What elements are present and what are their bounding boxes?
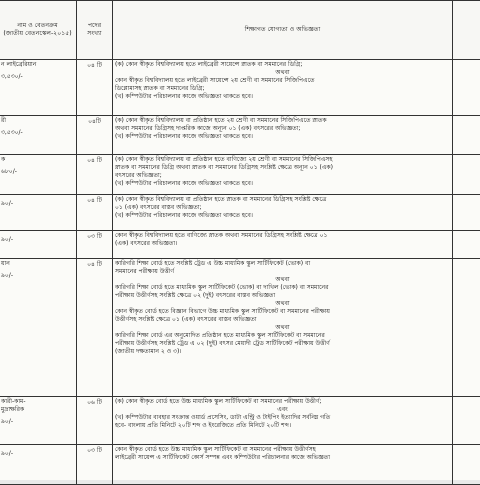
post-name-line: ৩,৫৩০/-	[1, 129, 74, 137]
extra-cell	[453, 231, 480, 259]
qualification-line: (খ) কম্পিউটার ব্যবহার সংক্রান্ত ওয়ার্ড প্রসেসিং, ডাটা এন্ট্রি ও টাইপিং ইত্যাদির সর্বনিম্ন গতি	[115, 414, 450, 422]
post-name-line: ন লাইব্রেরিয়ান	[1, 61, 74, 69]
extra-cell	[453, 259, 480, 397]
table-row	[0, 445, 480, 485]
qualification-cell	[113, 195, 453, 231]
post-name-line: কারী-কাম-	[1, 398, 74, 406]
table-row	[0, 155, 480, 195]
post-name-line: রী	[1, 117, 74, 125]
qualification-line: কোন স্বীকৃত বোর্ড হতে বিজ্ঞান বিভাগে উচ্চ মাধ্যমিক স্কুল সার্টিফিকেট বা সমমানের পরীক্ষায়	[115, 308, 450, 316]
qualification-line: কারিগরি শিক্ষা বোর্ড হতে মাধ্যমিক স্কুল সার্টিফিকেট (ভোক) বা দাখিল (ভোক) বা সমমানের	[115, 284, 450, 292]
qualification-line: এবং	[115, 406, 450, 414]
qualification-line: (খ) কম্পিউটার পরিচালনার কাজে অভিজ্ঞতা থাকতে হবে।	[115, 212, 450, 220]
header-post-count	[77, 1, 113, 60]
header-count-line-1: পদের	[79, 22, 110, 30]
post-count-cell: ০৪টি	[77, 116, 113, 155]
post-name-cell	[0, 397, 77, 445]
qualification-line: (ক) কোন স্বীকৃত বিশ্ববিদ্যালয় হতে লাইব্রেরী সায়েন্সে স্নাতক বা সমমানের ডিগ্রি;	[115, 61, 450, 69]
extra-cell	[453, 445, 480, 485]
post-name-line: মুদ্রাক্ষরিক	[1, 406, 74, 414]
table-row	[0, 116, 480, 155]
qualification-line: স্নাতক বা সমমানের ডিগ্রি অথবা স্নাতক বা সমমানের ডিগ্রিসহ সংশ্লিষ্ট ক্ষেত্রে অন্যূন ০১ (এক)	[115, 164, 450, 172]
qualification-line: হবে- বাংলায় প্রতি মিনিটে ২০টি শব্দ ও ইংরেজিতে প্রতি মিনিটে ২০টি শব্দ।	[115, 422, 450, 430]
qualification-cell	[113, 60, 453, 116]
post-name-cell	[0, 259, 77, 397]
qualification-line: (এক) বৎসরের অভিজ্ঞতা।	[115, 240, 450, 248]
qualification-line: কোন স্বীকৃত বিশ্ববিদ্যালয় হতে বাণিজ্যে স্নাতক অথবা সমমানের ডিগ্রিসহ সংশ্লিষ্ট ক্ষেত্রে ০১	[115, 232, 450, 240]
qualification-line: কারিগরি শিক্ষা বোর্ড হতে সংশ্লিষ্ট ট্রেড এ উচ্চ মাধ্যমিক স্কুল সার্টিফিকেট (ভোক) বা	[115, 260, 450, 268]
post-name-cell	[0, 155, 77, 195]
post-name-line: ৯০/-	[1, 236, 74, 244]
qualification-line: অথবা	[115, 69, 450, 77]
qualification-line: (খ) কম্পিউটার পরিচালনার কাজে অভিজ্ঞতা থাকতে হবে।	[115, 180, 450, 188]
qualification-line: (ক) কোন স্বীকৃত বিশ্ববিদ্যালয় বা প্রতিষ্ঠান হতে বাণিজ্যে ২য় শ্রেণী বা সমমানের সিজিপিএসহ	[115, 156, 450, 164]
extra-cell	[453, 116, 480, 155]
qualification-line: (খ) কম্পিউটার পরিচালনার কাজে অভিজ্ঞতা থাকতে হবে।	[115, 133, 450, 141]
extra-cell	[453, 155, 480, 195]
qualification-line: অথবা সমমানের ডিগ্রিসহ দাপ্তরিক কাজে অন্যূন ০১ (এক) বৎসরের অভিজ্ঞতা;	[115, 125, 450, 133]
post-count-cell: ০৪ টি	[77, 60, 113, 116]
qualification-line: লাইব্রেরী সায়েন্স এ সার্টিফিকেট কোর্স সম্পন্ন এবং কম্পিউটার পরিচালনার কাজে অভিজ্ঞতা	[115, 454, 450, 462]
qualification-line: পরীক্ষায় উত্তীর্ণসহ সংশ্লিষ্ট ক্ষেত্রে ০২ (দুই) বৎসরের বাস্তব অভিজ্ঞতা	[115, 292, 450, 300]
table-header-row	[0, 1, 480, 60]
post-count-cell: ০৬ টি	[77, 397, 113, 445]
qualification-cell	[113, 259, 453, 397]
table-row	[0, 259, 480, 397]
qualification-line: (খ) কম্পিউটার পরিচালনার কাজে অভিজ্ঞতা থাকতে হবে।	[115, 93, 450, 101]
post-name-cell	[0, 60, 77, 116]
header-extra	[453, 1, 480, 60]
post-count-cell: ০৪ টি	[77, 259, 113, 397]
post-name-line: ৬৮০/-	[1, 168, 74, 176]
table-row	[0, 60, 480, 116]
qualification-line: পরীক্ষায় উত্তীর্ণসহ সংশ্লিষ্ট ট্রেড এ ০২ (দুই) বৎসর মেয়াদী ট্রেড সার্টিফিকেট পরীক্ষায় উত্তীর্ণ	[115, 340, 450, 348]
header-count-line-2: সংখ্যা	[79, 30, 110, 38]
qualification-line: (ক) কোন স্বীকৃত বিশ্ববিদ্যালয় বা প্রতিষ্ঠান হতে স্নাতক বা সমমানের ডিগ্রিসহ সংশ্লিষ্ট ক্ষেত্রে	[115, 196, 450, 204]
qualification-cell	[113, 116, 453, 155]
post-name-line: ক	[1, 156, 74, 164]
post-name-cell	[0, 195, 77, 231]
table-row	[0, 397, 480, 445]
post-name-line: ৯০/-	[1, 200, 74, 208]
header-post-line-2: (জাতীয় বেতনস্কেল-২০১৫)	[1, 30, 74, 38]
extra-cell	[453, 60, 480, 116]
extra-cell	[453, 195, 480, 231]
qualification-line: অথবা	[115, 300, 450, 308]
table-row	[0, 195, 480, 231]
qualification-line: (ক) কোন স্বীকৃত বোর্ড হতে উচ্চ মাধ্যমিক স্কুল সার্টিফিকেট বা সমমানের পরীক্ষায় উত্তীর্ণ;	[115, 398, 450, 406]
qualification-line: (ক) কোন স্বীকৃত বিশ্ববিদ্যালয় বা প্রতিষ্ঠান হতে ২য় শ্রেণী বা সমমানের সিজিপিএতে স্নাতক	[115, 117, 450, 125]
qualification-line: কোন স্বীকৃত বোর্ড হতে উচ্চ মাধ্যমিক স্কুল সার্টিফিকেট বা সমমানের পরীক্ষায় উত্তীর্ণসহ	[115, 446, 450, 454]
qualification-line: অথবা	[115, 276, 450, 284]
qualification-line: কারিগরি শিক্ষা বোর্ড এর অনুমোদিত প্রতিষ্ঠান হতে মাধ্যমিক স্কুল সার্টিফিকেট বা সমমানের	[115, 332, 450, 340]
table-row	[0, 231, 480, 259]
qualification-line: ডিপ্লোমাসহ স্নাতক বা সমমানের ডিগ্রি;	[115, 85, 450, 93]
qualification-cell	[113, 155, 453, 195]
post-name-line: য়ান	[1, 260, 74, 268]
post-count-cell: ০৩ টি	[77, 231, 113, 259]
post-count-cell: ০৪ টি	[77, 195, 113, 231]
qualification-line: উত্তীর্ণসহ সংশ্লিষ্ট ক্ষেত্রে ০১ (এক) বৎসরের বাস্তব অভিজ্ঞতা	[115, 316, 450, 324]
qualification-cell	[113, 397, 453, 445]
post-count-cell: ০৪ টি	[77, 155, 113, 195]
qualification-line: বৎসরের অভিজ্ঞতা;	[115, 172, 450, 180]
qualification-cell	[113, 231, 453, 259]
header-post-name-scale	[0, 1, 77, 60]
post-name-cell	[0, 116, 77, 155]
post-name-line: ৯০/-	[1, 450, 74, 458]
post-name-line: ৯০/-	[1, 272, 74, 280]
table-body	[0, 60, 480, 485]
qualification-line: কোন স্বীকৃত বিশ্ববিদ্যালয় হতে লাইব্রেরী সায়েন্সে ২য় শ্রেণী বা সমমানের সিজিপিএতে	[115, 77, 450, 85]
header-qualification: শিক্ষাগত যোগ্যতা ও অভিজ্ঞতা	[113, 1, 453, 60]
qualification-line: অথবা	[115, 324, 450, 332]
post-name-line: ৩,৫৩০/-	[1, 73, 74, 81]
post-name-cell	[0, 231, 77, 259]
post-name-cell	[0, 445, 77, 485]
post-name-line: ৯০/-	[1, 418, 74, 426]
qualification-line: (জাতীয় দক্ষতামান ২ ও ৩)।	[115, 348, 450, 356]
qualification-line: ০১ (এক) বৎসরের বাস্তব অভিজ্ঞতা;	[115, 204, 450, 212]
post-count-cell: ০৩ টি	[77, 445, 113, 485]
header-post-line-1: নাম ও বেতনক্রম	[1, 22, 74, 30]
extra-cell	[453, 397, 480, 445]
qualification-cell	[113, 445, 453, 485]
qualification-line: সমমানের পরীক্ষায় উত্তীর্ণ	[115, 268, 450, 276]
